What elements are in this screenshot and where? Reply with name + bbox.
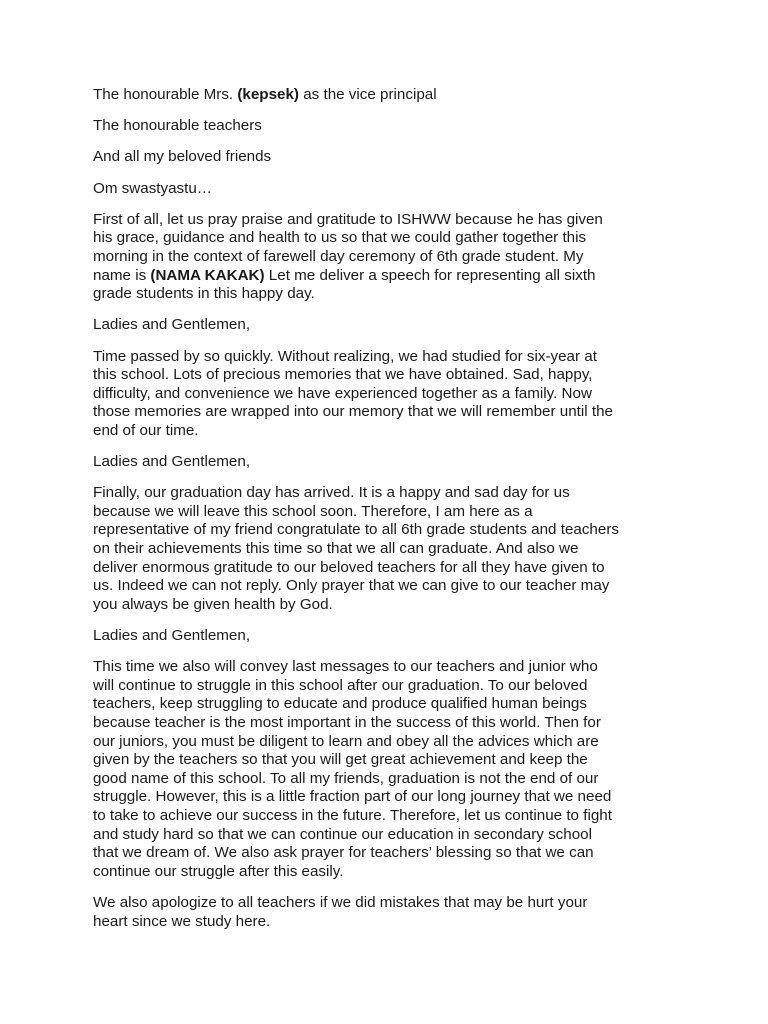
greeting-friends: And all my beloved friends <box>93 148 272 166</box>
ladies-gentlemen-1: Ladies and Gentlemen, <box>93 316 251 334</box>
introduction-paragraph <box>93 211 683 304</box>
principal-name-placeholder: (kepsek) <box>237 86 299 103</box>
introduction-after: Let me deliver a speech for representing all sixth grade students in this happy day. <box>93 266 596 303</box>
ladies-gentlemen-2: Ladies and Gentlemen, <box>93 453 251 471</box>
greeting-teachers: The honourable teachers <box>93 117 262 135</box>
greeting-vice-principal <box>93 86 683 105</box>
greeting-vice-principal-before: The honourable Mrs. <box>93 86 238 103</box>
memories-paragraph: Time passed by so quickly. Without realizing, we had studied for six-year at this school. Lots of precious memories that we have obtained. Sad, happy, difficulty, and convenience we have experienced together as a family. Now those memories are wrapped into our memory that we will remember until the end of our time. <box>93 347 613 439</box>
greeting-vice-principal-after: as the vice principal <box>299 86 437 103</box>
messages-paragraph: This time we also will convey last messages to our teachers and junior who will continue to struggle in this school after our graduation. To our beloved teachers, keep struggling to educate and produce qualified human beings because teacher is the most important in the success of this world. Then for our juniors, you must be diligent to learn and obey all the advices which are given by the teachers so that you will get great achievement and keep the good name of this school. To all my friends, graduation is not the end of our struggle. However, this is a little fraction part of our long journey that we need to take to achieve our success in the future. Therefore, let us continue to fight and study hard so that we can continue our education in secondary school that we dream of. We also ask prayer for teachers’ blessing so that we can continue our struggle after this easily. <box>93 658 612 880</box>
graduation-paragraph: Finally, our graduation day has arrived. It is a happy and sad day for us because we will leave this school soon. Therefore, I am here as a representative of my friend congratulate to all 6th grade students and teachers on their achievements this time so that we all can graduate. And also we deliver enormous gratitude to our beloved teachers for all they have given to us. Indeed we can not reply. Only prayer that we can give to our teacher may you always be given health by God. <box>93 484 619 613</box>
introduction-before: First of all, let us pray praise and gratitude to ISHWW because he has given his grace, guidance and health to us so that we could gather together this morning in the context of farewell day ceremony of 6th grade student. My name is <box>93 210 603 284</box>
apology-paragraph: We also apologize to all teachers if we did mistakes that may be hurt your heart since we study here. <box>93 893 588 930</box>
speech-text <box>93 86 683 944</box>
ladies-gentlemen-3: Ladies and Gentlemen, <box>93 627 251 644</box>
speaker-name-placeholder: (NAMA KAKAK) <box>150 266 265 284</box>
opening-salutation: Om swastyastu… <box>93 179 212 197</box>
